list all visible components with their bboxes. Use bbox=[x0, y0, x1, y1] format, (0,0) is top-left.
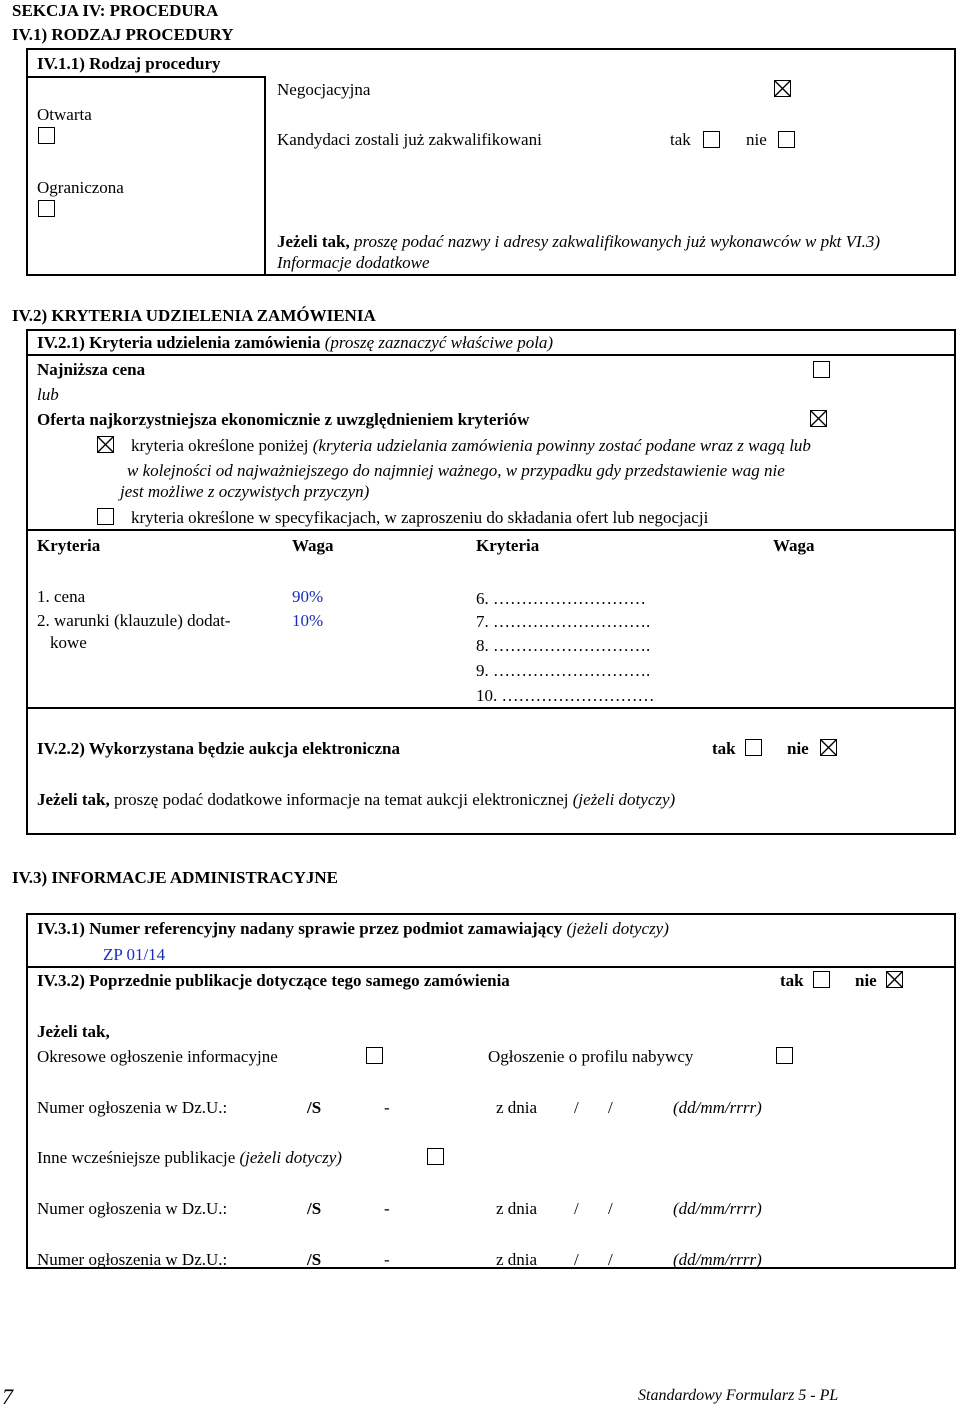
criteria-below-line2: w kolejności od najważniejszego do najmniej ważnego, w przypadku gdy przedstawienie wag nie bbox=[127, 461, 785, 480]
ref-italic: (jeżeli dotyczy) bbox=[562, 919, 669, 938]
criteria-below-normal: kryteria określone poniżej bbox=[131, 436, 309, 455]
check-mark-icon bbox=[887, 972, 902, 987]
most-advantageous-label: Oferta najkorzystniejsza ekonomicznie z uwzględnieniem kryteriów bbox=[37, 410, 530, 429]
auction-no-label: nie bbox=[787, 739, 809, 758]
if-yes-text2: Informacje dodatkowe bbox=[277, 253, 430, 272]
profile-label: Ogłoszenie o profilu nabywcy bbox=[488, 1047, 694, 1066]
notice-number-label-1: Numer ogłoszenia w Dz.U.: bbox=[37, 1098, 228, 1117]
negotiated-checkbox[interactable] bbox=[774, 80, 791, 97]
criteria-below-checkbox[interactable] bbox=[97, 436, 114, 453]
other-pub-label: Inne wcześniejsze publikacje bbox=[37, 1148, 240, 1167]
criteria-spec-checkbox[interactable] bbox=[97, 508, 114, 525]
criteria-sub-italic: (proszę zaznaczyć właściwe pola) bbox=[320, 333, 554, 352]
prequalified-yes-label: tak bbox=[670, 130, 691, 149]
profile-checkbox[interactable] bbox=[776, 1047, 793, 1064]
notice-number-label-3: Numer ogłoszenia w Dz.U.: bbox=[37, 1250, 228, 1269]
criterion-2b: kowe bbox=[50, 633, 87, 652]
auction-yes-checkbox[interactable] bbox=[745, 739, 762, 756]
criteria-header-line bbox=[26, 354, 956, 356]
ref-line bbox=[37, 919, 669, 939]
check-mark-icon bbox=[98, 437, 113, 452]
prequalified-text: Kandydaci zostali już zakwalifikowani bbox=[277, 130, 542, 149]
prev-pub-yes-label: tak bbox=[780, 971, 804, 990]
notice-slash-2b: / bbox=[608, 1199, 613, 1218]
col-criteria: Kryteria bbox=[37, 536, 101, 555]
criteria-table-line bbox=[26, 529, 956, 531]
notice-dash-1: - bbox=[384, 1098, 390, 1117]
auction-if-bold: Jeżeli tak, bbox=[37, 790, 110, 809]
criteria-table-bottom bbox=[26, 707, 956, 709]
check-mark-icon bbox=[775, 81, 790, 96]
form-name: Standardowy Formularz 5 - PL bbox=[638, 1387, 839, 1404]
notice-date-label-2: z dnia bbox=[496, 1199, 538, 1218]
notice-slash-3a: / bbox=[574, 1250, 579, 1269]
criterion-8: 8. ………………………. bbox=[476, 636, 651, 655]
section-title: SEKCJA IV: PROCEDURA bbox=[12, 1, 219, 20]
prequalified-no-checkbox[interactable] bbox=[778, 131, 795, 148]
negotiated-label: Negocjacyjna bbox=[277, 80, 371, 99]
open-label: Otwarta bbox=[37, 105, 92, 124]
prev-pub-yes-checkbox[interactable] bbox=[813, 971, 830, 988]
criteria-sub-bold: IV.2.1) Kryteria udzielenia zamówienia bbox=[37, 333, 321, 352]
weight-2: 10% bbox=[292, 611, 324, 630]
criteria-spec-label: kryteria określone w specyfikacjach, w zaproszeniu do składania ofert lub negocjacji bbox=[131, 508, 709, 527]
col-weight: Waga bbox=[292, 536, 334, 555]
criteria-subheading bbox=[37, 333, 553, 353]
notice-date-format-3: (dd/mm/rrrr) bbox=[673, 1250, 762, 1269]
notice-s-2: /S bbox=[307, 1199, 322, 1218]
notice-slash-1b: / bbox=[608, 1098, 613, 1117]
weight-1: 90% bbox=[292, 587, 324, 606]
auction-no-checkbox[interactable] bbox=[820, 739, 837, 756]
periodic-label: Okresowe ogłoszenie informacyjne bbox=[37, 1047, 278, 1066]
criteria-below-line3: jest możliwe z oczywistych przyczyn) bbox=[120, 482, 370, 501]
criterion-1: 1. cena bbox=[37, 587, 86, 606]
notice-number-label-2: Numer ogłoszenia w Dz.U.: bbox=[37, 1199, 228, 1218]
col-criteria-2: Kryteria bbox=[476, 536, 540, 555]
notice-date-format-2: (dd/mm/rrrr) bbox=[673, 1199, 762, 1218]
notice-date-format-1: (dd/mm/rrrr) bbox=[673, 1098, 762, 1117]
notice-dash-2: - bbox=[384, 1199, 390, 1218]
notice-slash-1a: / bbox=[574, 1098, 579, 1117]
prev-pub-label: IV.3.2) Poprzednie publikacje dotyczące tego samego zamówienia bbox=[37, 971, 510, 990]
criteria-below-italic: (kryteria udzielania zamówienia powinny zostać podane wraz z wagą lub bbox=[308, 436, 811, 455]
if-yes-text: proszę podać nazwy i adresy zakwalifikowanych już wykonawców w pkt VI.3) bbox=[349, 232, 881, 251]
admin-if-yes: Jeżeli tak, bbox=[37, 1022, 110, 1041]
prequalified-yes-checkbox[interactable] bbox=[703, 131, 720, 148]
if-yes-line bbox=[277, 232, 880, 252]
subsection-iv11: IV.1.1) Rodzaj procedury bbox=[37, 54, 221, 73]
other-pub-italic: (jeżeli dotyczy) bbox=[239, 1148, 342, 1167]
auction-if-text: proszę podać dodatkowe informacje na temat aukcji elektronicznej bbox=[109, 790, 573, 809]
most-advantageous-checkbox[interactable] bbox=[810, 410, 827, 427]
prequalified-no-label: nie bbox=[746, 130, 767, 149]
criteria-box bbox=[26, 329, 956, 835]
auction-if-italic: (jeżeli dotyczy) bbox=[572, 790, 676, 809]
ref-divider bbox=[26, 966, 956, 968]
criteria-heading: IV.2) KRYTERIA UDZIELENIA ZAMÓWIENIA bbox=[12, 306, 376, 325]
periodic-checkbox[interactable] bbox=[366, 1047, 383, 1064]
if-yes-bold: Jeżeli tak, bbox=[277, 232, 350, 251]
other-pub-checkbox[interactable] bbox=[427, 1148, 444, 1165]
auction-label: IV.2.2) Wykorzystana będzie aukcja elektroniczna bbox=[37, 739, 400, 758]
notice-s-3: /S bbox=[307, 1250, 322, 1269]
col-weight-2: Waga bbox=[773, 536, 815, 555]
admin-heading: IV.3) INFORMACJE ADMINISTRACYJNE bbox=[12, 868, 339, 887]
lowest-price-label: Najniższa cena bbox=[37, 360, 146, 379]
criterion-7: 7. ………………………. bbox=[476, 612, 651, 631]
notice-slash-3b: / bbox=[608, 1250, 613, 1269]
criteria-below-line1 bbox=[131, 436, 811, 456]
notice-date-label-1: z dnia bbox=[496, 1098, 538, 1117]
subsection-iv1: IV.1) RODZAJ PROCEDURY bbox=[12, 25, 234, 44]
lowest-price-checkbox[interactable] bbox=[813, 361, 830, 378]
criterion-9: 9. ………………………. bbox=[476, 661, 651, 680]
prev-pub-no-label: nie bbox=[855, 971, 877, 990]
restricted-checkbox[interactable] bbox=[38, 200, 55, 217]
other-pub-line bbox=[37, 1148, 342, 1168]
notice-date-label-3: z dnia bbox=[496, 1250, 538, 1269]
restricted-label: Ograniczona bbox=[37, 178, 124, 197]
procedure-header-line bbox=[26, 76, 266, 78]
criterion-2a: 2. warunki (klauzule) dodat- bbox=[37, 611, 231, 630]
prev-pub-no-checkbox[interactable] bbox=[886, 971, 903, 988]
ref-bold: IV.3.1) Numer referencyjny nadany sprawie przez podmiot zamawiający bbox=[37, 919, 563, 938]
auction-if-line bbox=[37, 790, 675, 810]
open-checkbox[interactable] bbox=[38, 127, 55, 144]
or-label: lub bbox=[37, 385, 59, 404]
page-number: 7 bbox=[2, 1384, 13, 1409]
criterion-10: 10. ……………………… bbox=[476, 686, 655, 705]
check-mark-icon bbox=[811, 411, 826, 426]
notice-s-1: /S bbox=[307, 1098, 322, 1117]
check-mark-icon bbox=[821, 740, 836, 755]
auction-yes-label: tak bbox=[712, 739, 736, 758]
criterion-6: 6. ……………………… bbox=[476, 589, 646, 608]
ref-value: ZP 01/14 bbox=[103, 945, 166, 964]
notice-slash-2a: / bbox=[574, 1199, 579, 1218]
procedure-divider bbox=[264, 76, 266, 275]
notice-dash-3: - bbox=[384, 1250, 390, 1269]
